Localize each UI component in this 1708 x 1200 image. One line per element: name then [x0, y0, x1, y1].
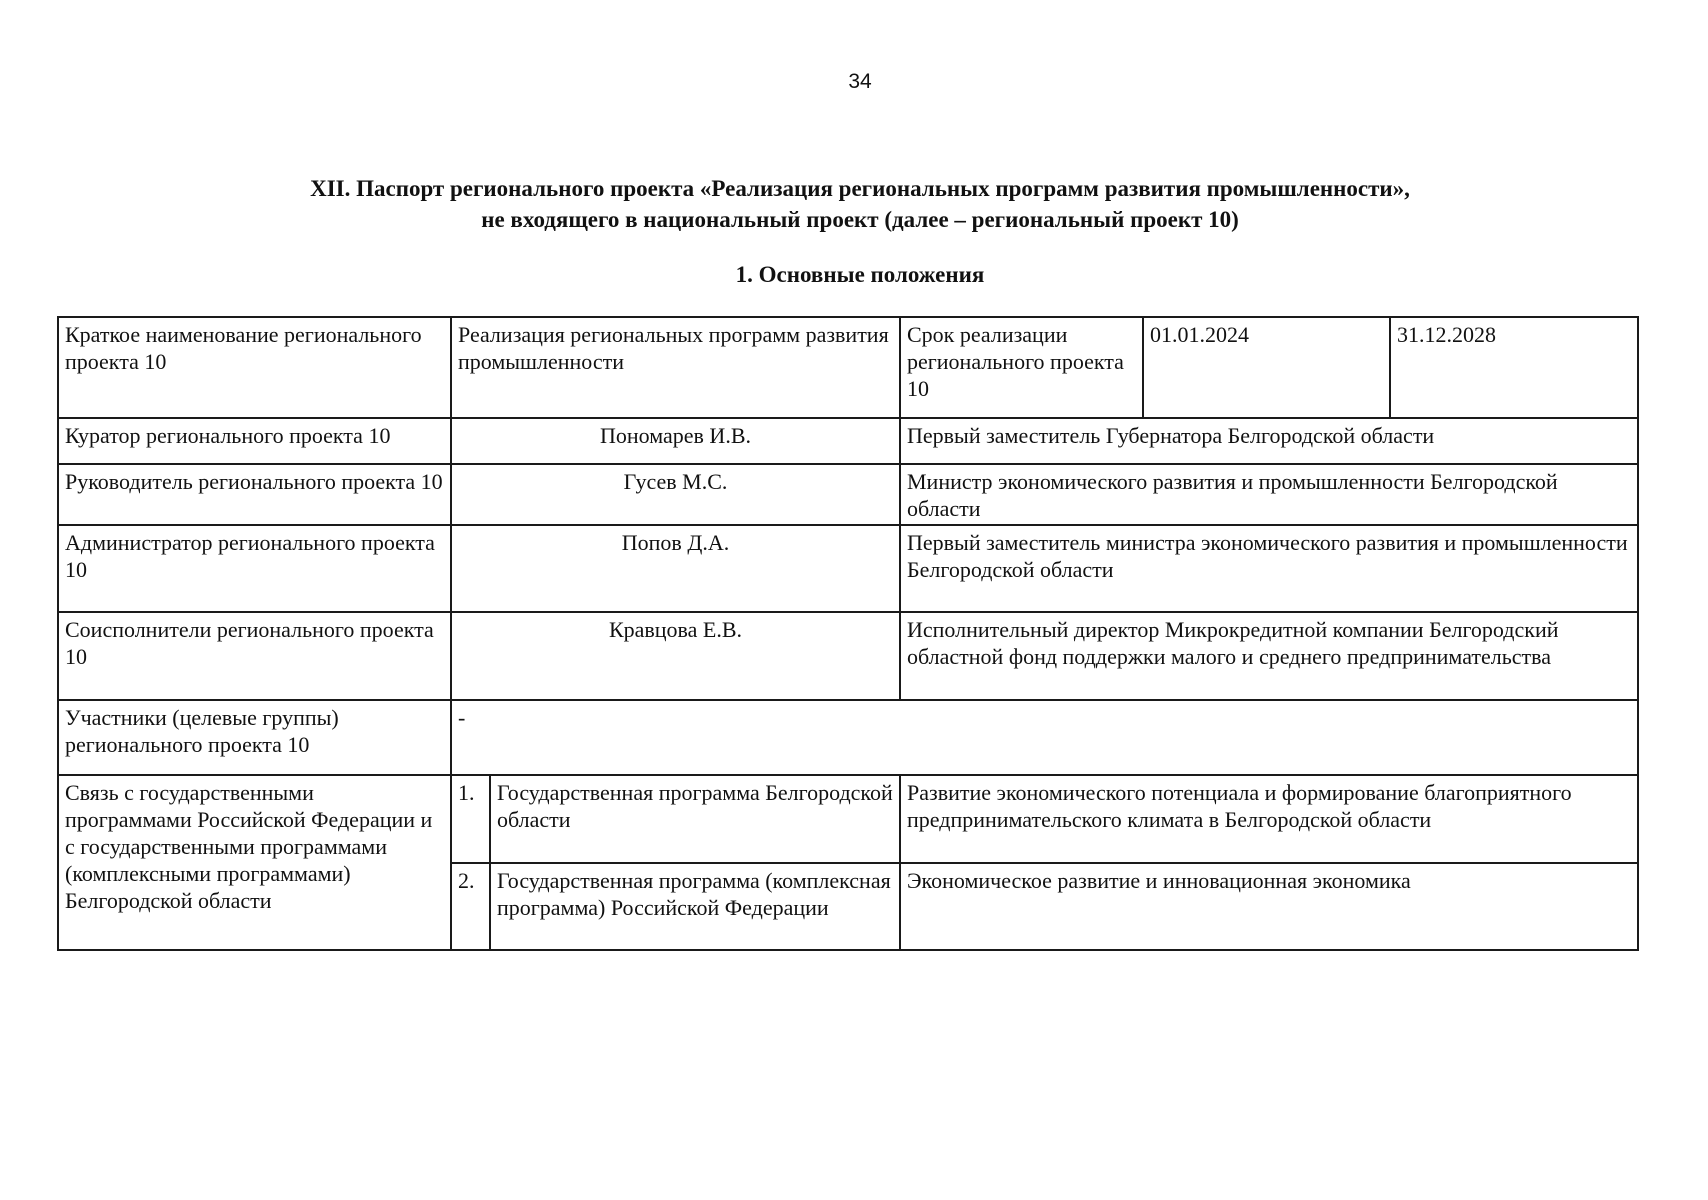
link-1-name: Развитие экономического потенциала и формирование благоприятного предпринимательского климата в Белгородской области — [900, 775, 1638, 863]
section-title: 1. Основные положения — [735, 262, 985, 287]
head-position: Министр экономического развития и промышленности Белгородской области — [900, 464, 1638, 525]
admin-position: Первый заместитель министра экономического развития и промышленности Белгородской области — [900, 525, 1638, 612]
short-name-value: Реализация региональных программ развития промышленности — [451, 317, 900, 418]
table-row-coexecutors — [58, 612, 1638, 700]
link-1-number: 1. — [451, 775, 490, 863]
head-label: Руководитель регионального проекта 10 — [58, 464, 451, 525]
period-start: 01.01.2024 — [1143, 317, 1390, 418]
coexec-label: Соисполнители регионального проекта 10 — [58, 612, 451, 700]
admin-name: Попов Д.А. — [451, 525, 900, 612]
document-title-line-2: не входящего в национальный проект (далее – региональный проект 10) — [481, 207, 1239, 232]
passport-table — [57, 316, 1639, 951]
coexec-name: Кравцова Е.В. — [451, 612, 900, 700]
link-2-number: 2. — [451, 863, 490, 950]
table-row-participants — [58, 700, 1638, 775]
link-2-name: Экономическое развитие и инновационная экономика — [900, 863, 1638, 950]
table-row-administrator — [58, 525, 1638, 612]
admin-label: Администратор регионального проекта 10 — [58, 525, 451, 612]
participants-value: - — [451, 700, 1638, 775]
table-row-link-1 — [58, 775, 1638, 863]
link-2-program: Государственная программа (комплексная программа) Российской Федерации — [490, 863, 900, 950]
table-row-short-name — [58, 317, 1638, 418]
participants-label: Участники (целевые группы) регионального проекта 10 — [58, 700, 451, 775]
link-1-program: Государственная программа Белгородской области — [490, 775, 900, 863]
document-title-line-1: XII. Паспорт регионального проекта «Реализация региональных программ развития промышленности», — [310, 176, 1410, 201]
curator-position: Первый заместитель Губернатора Белгородской области — [900, 418, 1638, 464]
links-label: Связь с государственными программами Российской Федерации и с государственными программами (комплексными программами) Белгородской области — [58, 775, 451, 950]
curator-name: Пономарев И.В. — [451, 418, 900, 464]
document-title — [0, 173, 1708, 235]
page-number: 34 — [848, 70, 872, 93]
coexec-position: Исполнительный директор Микрокредитной компании Белгородский областной фонд поддержки малого и среднего предпринимательства — [900, 612, 1638, 700]
table-row-curator — [58, 418, 1638, 464]
short-name-label: Краткое наименование регионального проекта 10 — [58, 317, 451, 418]
head-name: Гусев М.С. — [451, 464, 900, 525]
period-end: 31.12.2028 — [1390, 317, 1638, 418]
table-row-head — [58, 464, 1638, 525]
curator-label: Куратор регионального проекта 10 — [58, 418, 451, 464]
period-label: Срок реализации регионального проекта 10 — [900, 317, 1143, 418]
